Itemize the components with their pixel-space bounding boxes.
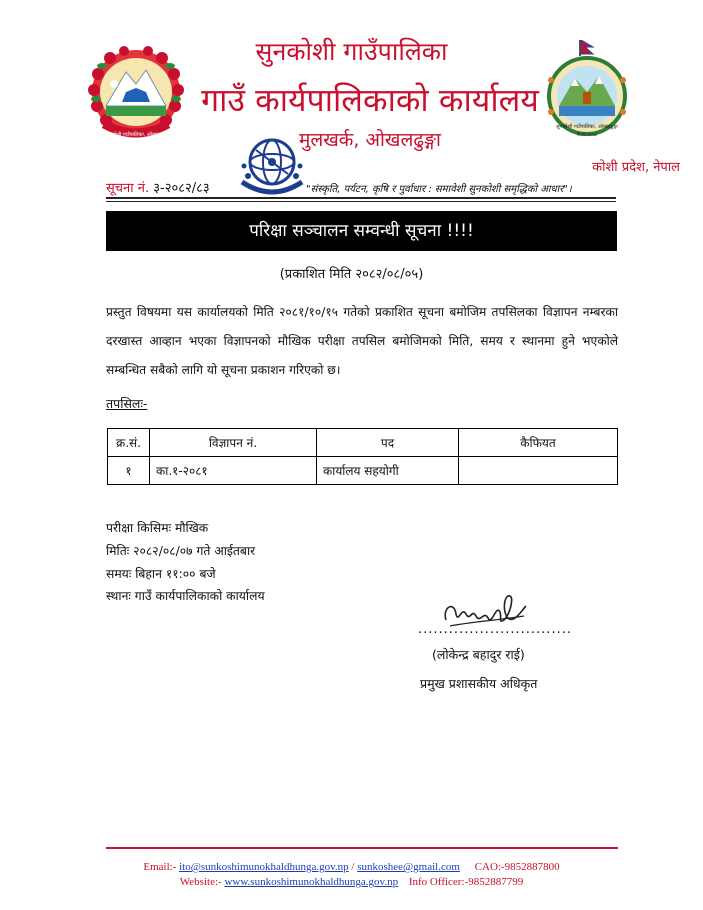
- notice-number-label: सूचना नं.: [106, 181, 150, 196]
- info-officer-phone: Info Officer:-9852887799: [408, 876, 524, 888]
- notice-title-banner: परिक्षा सञ्चालन सम्वन्धी सूचना !!!!: [106, 211, 617, 251]
- table-cell: का.१-२०८१: [150, 457, 317, 485]
- header-divider-1: [106, 197, 616, 199]
- email-link-2[interactable]: sunkoshee@gmail.com: [357, 861, 460, 873]
- office-name: गाउँ कार्यपालिकाको कार्यालय: [201, 81, 539, 119]
- email-label: Email:-: [143, 861, 177, 873]
- signature-line: ..............................: [418, 622, 572, 637]
- table-cell: [459, 457, 618, 485]
- email-link-1[interactable]: ito@sunkoshimunokhaldhunga.gov.np: [179, 861, 349, 873]
- signatory-name: (लोकेन्द्र बहादुर राई): [432, 647, 525, 662]
- exam-time: समयः बिहान ११:०० बजे: [106, 567, 216, 581]
- table-header-cell: पद: [317, 429, 459, 457]
- exam-schedule-table: [107, 428, 618, 485]
- cao-phone: CAO:-9852887800: [474, 861, 560, 873]
- slogan: "संस्कृति, पर्यटन, कृषि र पुर्वाधार : समावेशी सुनकोशी समृद्धिको आधार"।: [306, 184, 572, 195]
- header-divider-2: [106, 201, 616, 202]
- table-header-cell: क्र.सं.: [108, 429, 150, 457]
- footer-contact: [0, 861, 703, 873]
- left-emblem-text: सुनकोशी गाउँपालिका, ओखलढुङ्गा: [105, 132, 167, 138]
- municipality-name: सुनकोशी गाउँपालिका: [255, 37, 448, 66]
- published-date: (प्रकाशित मिति २०८२/०८/०५): [279, 267, 424, 282]
- signatory-title: प्रमुख प्रशासकीय अधिकृत: [420, 676, 538, 691]
- website-label: Website:-: [179, 876, 222, 888]
- table-header-cell: विज्ञापन नं.: [150, 429, 317, 457]
- notice-body: प्रस्तुत विषयमा यस कार्यालयको मिति २०८१/१०/१५ गतेको प्रकाशित सूचना बमोजिम तपसिलका विज्ञापन नम्बरका दरखास्त आव्हान भएका विज्ञापनको मौखिक परीक्षा तपसिल बमोजिमको मिति, समय र स्थानमा हुने भएकोले सम्बन्धित सबैको लागि यो सूचना प्रकाशन गरिएको छ।: [106, 305, 618, 377]
- footer-website: [0, 876, 703, 888]
- website-link[interactable]: www.sunkoshimunokhaldhunga.gov.np: [224, 876, 399, 888]
- right-emblem-year: वि.सं. २०७३: [576, 133, 598, 138]
- email-separator: /: [351, 861, 355, 873]
- footer-divider: [106, 847, 618, 849]
- notice-number-value: ३-२०८२/८३: [153, 181, 210, 196]
- right-emblem-text: सुनकोशी गाउँपालिका, ओखलढुङ्गा: [556, 124, 618, 130]
- table-header-cell: कैफियत: [459, 429, 618, 457]
- notice-number: [106, 178, 210, 196]
- province-label: कोशी प्रदेश, नेपाल: [592, 160, 680, 175]
- exam-date: मितिः २०८२/०८/०७ गते आईतबार: [106, 544, 256, 558]
- table-header-row: [108, 429, 618, 457]
- table-cell: कार्यालय सहयोगी: [317, 457, 459, 485]
- exam-venue: स्थानः गाउँ कार्यपालिकाको कार्यालय: [106, 589, 265, 603]
- exam-type: परीक्षा किसिमः मौखिक: [106, 521, 209, 535]
- details-heading: तपसिलः-: [106, 396, 148, 411]
- table-row: [108, 457, 618, 485]
- office-location: मुलखर्क, ओखलढुङ्गा: [299, 129, 441, 151]
- table-cell: १: [108, 457, 150, 485]
